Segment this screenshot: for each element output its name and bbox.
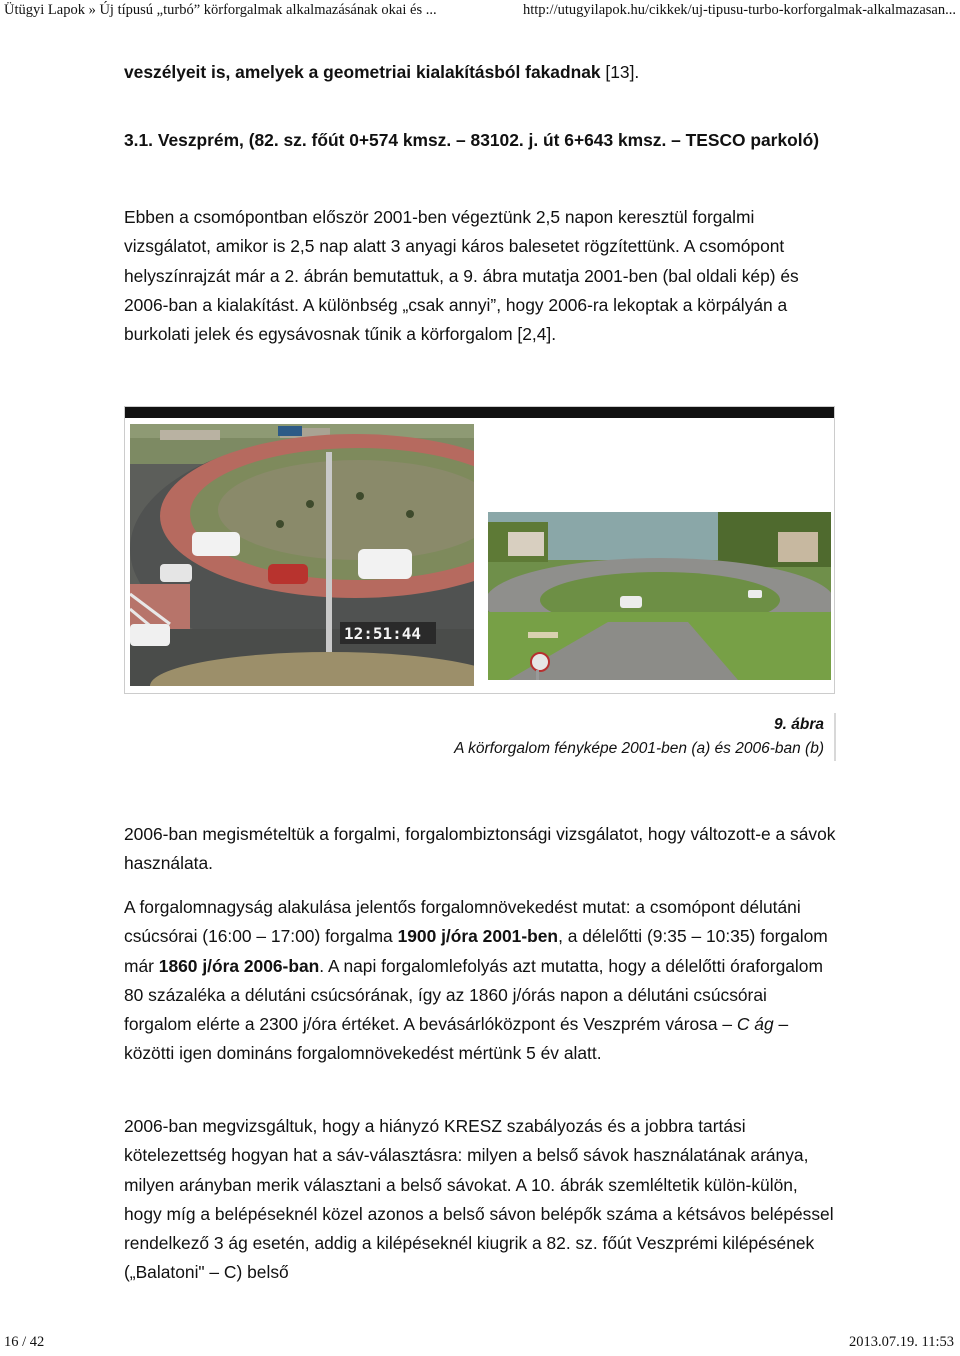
intro-reference: [13].	[600, 62, 640, 82]
intro-bold-text: veszélyeit is, amelyek a geometriai kialakításból fakadnak	[124, 62, 601, 82]
paragraph-1: Ebben a csomópontban először 2001-ben végeztünk 2,5 napon keresztül forgalmi vizsgálatot, amikor is 2,5 nap alatt 3 anyagi káros balesetet rögzítettünk. A csomópont helyszínrajzát már a 2. ábrán bemutattuk, a 9. ábra mutatja 2001-ben (bal oldali kép) és 2006-ban a kialakítást. A különbség „csak annyi”, hogy 2006-ra lekoptak a körpályán a burkolati jelek és egysávosnak tűnik a körforgalom [2,4].	[124, 207, 799, 345]
paragraph-4: 2006-ban megvizsgáltuk, hogy a hiányzó KRESZ szabályozás és a jobbra tartási kötelezettség hogyan hat a sáv-választásra: milyen a belső sávok használatának aránya, milyen arányban merik választani a belső sávokat. A 10. ábrák szemléltetik külön-külön, hogy míg a belépéseknél közel azonos a belső sávon belépők száma a kétsávos belépéssel rendelkező 3 ág esetén, addig a kilépéseknél kiugrik a 82. sz. főút Veszprémi kilépésének („Balatoni" – C) belső	[124, 1116, 834, 1283]
p3-text-4: – közötti igen domináns forgalomnövekedést mértünk 5 év alatt.	[124, 1014, 789, 1064]
p3-bold-2: 1860 j/óra 2006-ban	[158, 955, 320, 976]
figure-caption	[324, 713, 836, 761]
p3-italic-1: C ág	[736, 1014, 774, 1035]
figure-top-bar	[125, 407, 834, 418]
footer-datetime: 2013.07.19. 11:53	[849, 1334, 954, 1350]
figure-9	[124, 406, 835, 694]
p3-text-2: , a délelőtti (9:35 – 10:35) forgalom már	[124, 926, 828, 976]
paragraph-3	[124, 893, 836, 1069]
photo-roundabout-2001	[130, 424, 474, 686]
section-heading: 3.1. Veszprém, (82. sz. főút 0+574 kmsz. – 83102. j. út 6+643 kmsz. – TESCO parkoló)	[124, 130, 819, 150]
p3-bold-1: 1900 j/óra 2001-ben	[397, 926, 559, 947]
figure-caption-number: 9. ábra	[774, 716, 824, 733]
print-header	[4, 2, 956, 20]
header-url[interactable]: http://utugyilapok.hu/cikkek/uj-tipusu-turbo-korforgalmak-alkalmazasan...	[522, 2, 956, 18]
print-footer	[4, 1334, 954, 1352]
p3-text-3: . A napi forgalomlefolyás azt mutatta, hogy a délelőtti óraforgalom 80 százaléka a délutáni csúcsórának, így az 1860 j/órás napon a délutáni csúcsórai forgalom elérte a 2300 j/óra értéket. A bevásárlóközpont és Veszprém városa –	[124, 955, 823, 1035]
intro-paragraph	[124, 58, 836, 87]
paragraph-2: 2006-ban megismételtük a forgalmi, forgalombiztonsági vizsgálatot, hogy változott-e a sávok használata.	[124, 824, 836, 874]
header-page-title: Ütügyi Lapok » Új típusú „turbó” körforgalmak alkalmazásának okai és ...	[4, 2, 437, 18]
figure-caption-text: A körforgalom fényképe 2001-ben (a) és 2006-ban (b)	[454, 740, 824, 757]
p3-text-1: A forgalomnagyság alakulása jelentős forgalomnövekedést mutat: a csomópont délutáni csúcsórai (16:00 – 17:00) forgalma	[124, 897, 801, 947]
photo-timestamp: 12:51:44	[344, 624, 422, 643]
footer-page-number: 16 / 42	[4, 1334, 45, 1350]
photo-roundabout-2006	[488, 512, 831, 680]
